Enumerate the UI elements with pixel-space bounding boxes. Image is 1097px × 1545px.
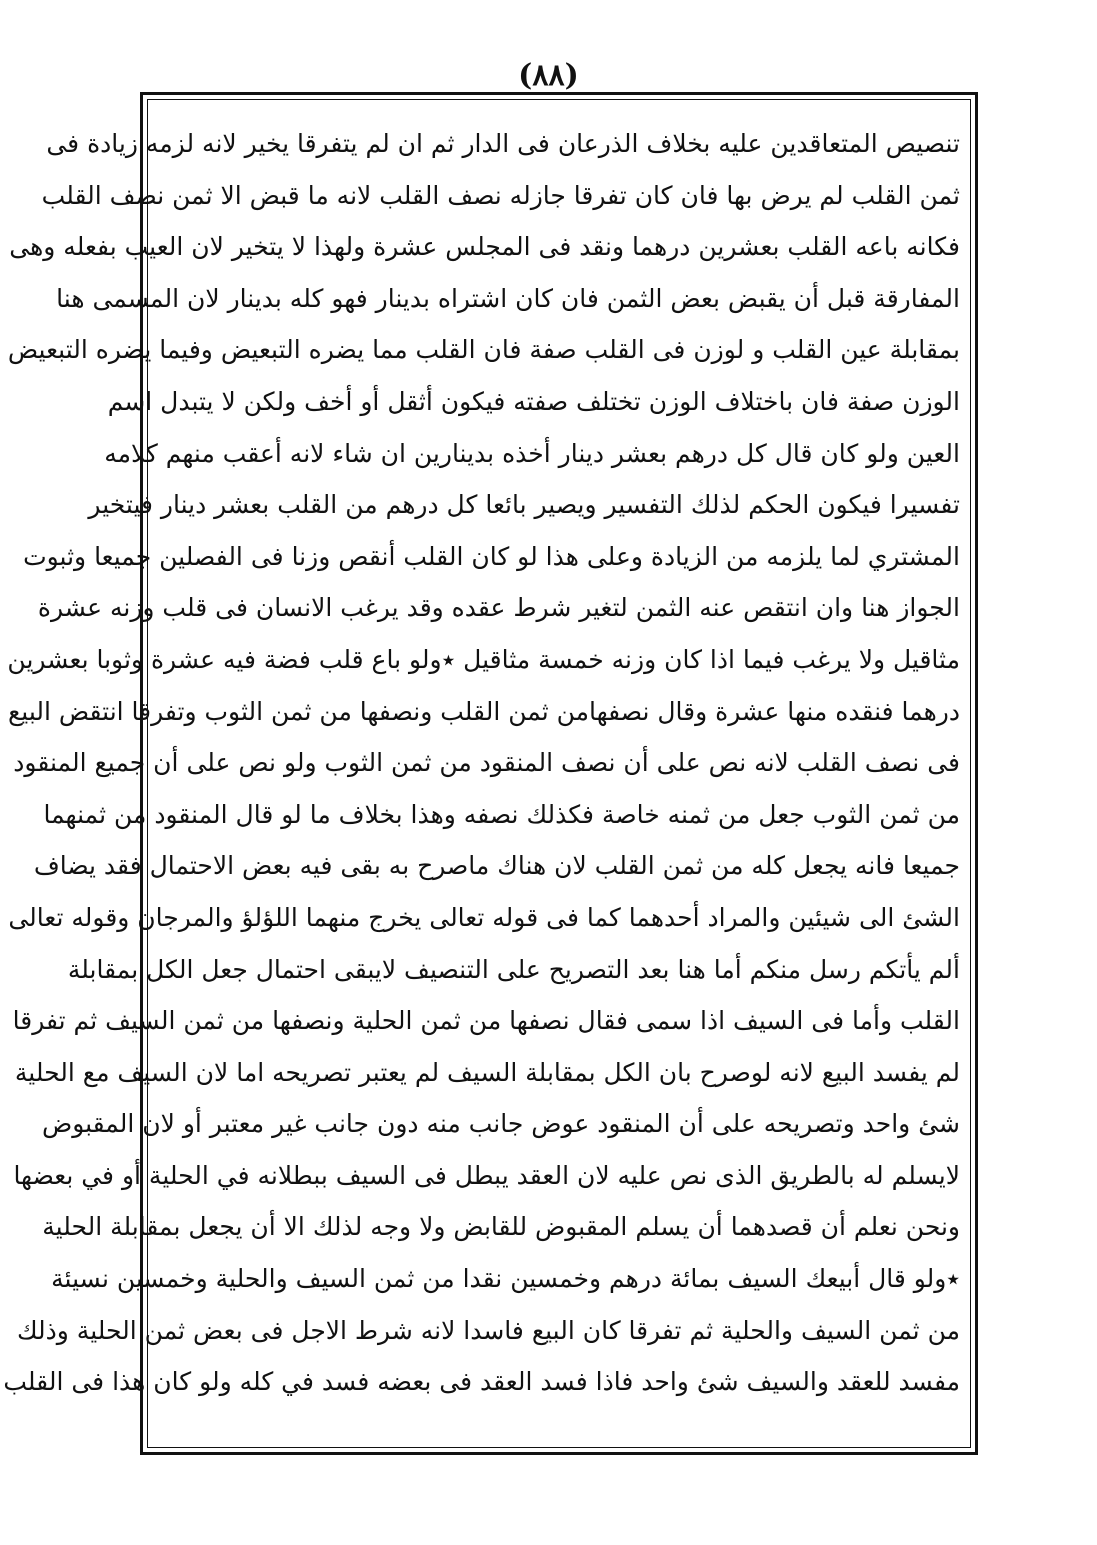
text-line: مفسد للعقد والسيف شئ واحد فاذا فسد العقد فى بعضه فسد في كله ولو كان هذا فى القلب	[3, 1367, 960, 1397]
text-line: من ثمن الثوب جعل من ثمنه خاصة فكذلك نصفه وهذا بخلاف ما لو قال المنقود من ثمنهما	[43, 799, 960, 829]
page-number: (۸۸)	[518, 58, 579, 93]
text-line: تنصيص المتعاقدين عليه بخلاف الذرعان فى الدار ثم ان لم يتفرقا يخير لانه لزمه زيادة فى	[46, 129, 960, 158]
text-line: تفسيرا فيكون الحكم لذلك التفسير ويصير بائعا كل درهم من القلب بعشر دينار فيتخير	[88, 490, 960, 520]
text-line: شئ واحد وتصريحه على أن المنقود عوض جانب منه دون جانب غير معتبر أو لان المقبوض	[41, 1109, 960, 1139]
text-line: ألم يأتكم رسل منكم أما هنا بعد التصريح على التنصيف لايبقى احتمال جعل الكل بمقابلة	[67, 954, 960, 984]
text-line: المفارقة قبل أن يقبض بعض الثمن فان كان اشتراه بدينار فهو كله بدينار لان المسمى هنا	[56, 283, 960, 313]
text-line: الجواز هنا وان انتقص عنه الثمن لتغير شرط عقده وقد يرغب الانسان فى قلب وزنه عشرة	[37, 593, 960, 623]
text-line: ونحن نعلم أن قصدهما أن يسلم المقبوض للقابض ولا وجه لذلك الا أن يجعل بمقابلة الحلية	[42, 1212, 960, 1242]
text-line: لايسلم له بالطريق الذى نص عليه لان العقد يبطل فى السيف ببطلانه في الحلية أو في بعضها	[13, 1160, 960, 1190]
text-line: ٭ولو قال أبيعك السيف بمائة درهم وخمسين نقدا من ثمن السيف والحلية وخمسين نسيئة	[51, 1264, 960, 1294]
text-line: بمقابلة عين القلب و لوزن فى القلب صفة فان القلب مما يضره التبعيض وفيما يضره التبعيض	[7, 335, 960, 365]
text-line: الوزن صفة فان باختلاف الوزن تختلف صفته فيكون أثقل أو أخف ولكن لا يتبدل اسم	[107, 386, 960, 416]
text-line: القلب وأما فى السيف اذا سمى فقال نصفها من ثمن الحلية ونصفها من ثمن السيف ثم تفرقا	[12, 1006, 960, 1036]
text-line: مثاقيل ولا يرغب فيما اذا كان وزنه خمسة مثاقيل ٭ولو باع قلب فضة فيه عشرة وثوبا بعشرين	[7, 644, 960, 674]
text-line: جميعا فانه يجعل كله من ثمن القلب لان هناك ماصرح به بقى فيه بعض الاحتمال فقد يضاف	[33, 851, 960, 881]
text-line: فى نصف القلب لانه نص على أن نصف المنقود من ثمن الثوب ولو نص على أن جميع المنقود	[13, 748, 960, 778]
text-line: الشئ الى شيئين والمراد أحدهما كما فى قوله تعالى يخرج منهما اللؤلؤ والمرجان وقوله تعالى	[8, 902, 960, 932]
text-line: ثمن القلب لم يرض بها فان كان تفرقا جازله نصف القلب لانه ما قبض الا ثمن نصف القلب	[41, 180, 960, 210]
text-line: العين ولو كان قال كل درهم بعشر دينار أخذه بدينارين ان شاء لانه أعقب منهم كلامه	[104, 438, 960, 468]
body-text	[3, 118, 960, 1438]
text-line: درهما فنقده منها عشرة وقال نصفهامن ثمن القلب ونصفها من ثمن الثوب وتفرقا انتقض البيع	[7, 696, 960, 726]
text-line: المشتري لما يلزمه من الزيادة وعلى هذا لو كان القلب أنقص وزنا فى الفصلين جميعا وثبوت	[23, 541, 960, 571]
text-line: من ثمن السيف والحلية ثم تفرقا كان البيع فاسدا لانه شرط الاجل فى بعض ثمن الحلية وذلك	[16, 1315, 960, 1345]
text-line: فكانه باعه القلب بعشرين درهما ونقد فى المجلس عشرة ولهذا لا يتخير لان العيب بفعله وهى	[9, 232, 960, 262]
text-line: لم يفسد البيع لانه لوصرح بان الكل بمقابلة السيف لم يعتبر تصريحه اما لان السيف مع الحلية	[14, 1057, 960, 1087]
